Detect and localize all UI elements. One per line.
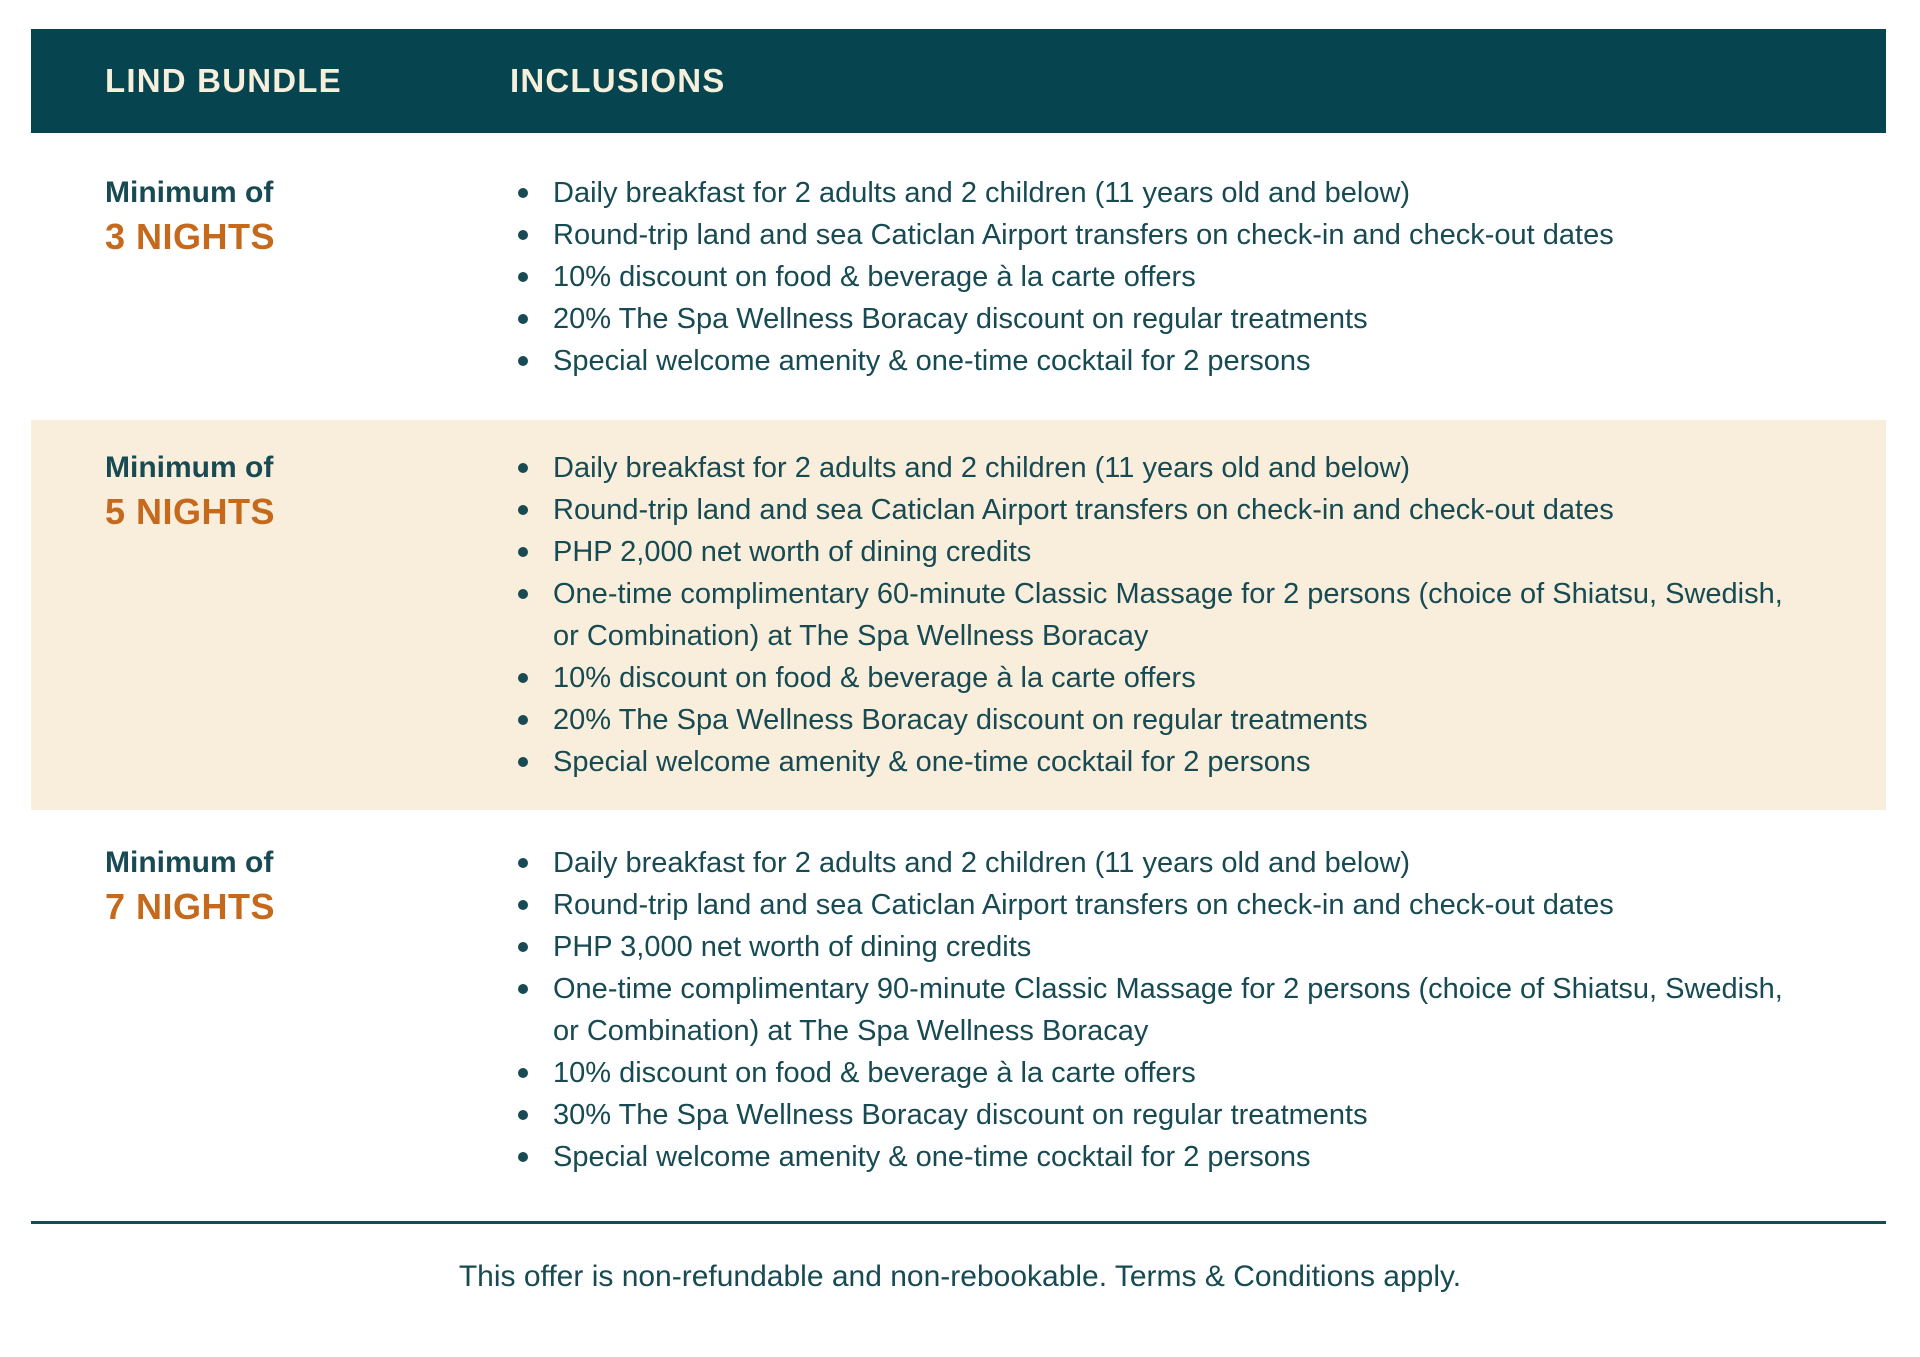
bundle-label xyxy=(31,842,510,1178)
inclusion-item: Round-trip land and sea Caticlan Airport transfers on check-in and check-out dates xyxy=(510,489,1816,531)
inclusion-item: Special welcome amenity & one-time cocktail for 2 persons xyxy=(510,1136,1816,1178)
inclusion-item: Daily breakfast for 2 adults and 2 children (11 years old and below) xyxy=(510,172,1816,214)
inclusion-item: One-time complimentary 90-minute Classic Massage for 2 persons (choice of Shiatsu, Swedish, or Combination) at The Spa Wellness Boracay xyxy=(510,968,1816,1052)
footer-divider xyxy=(31,1221,1886,1224)
inclusion-item: 20% The Spa Wellness Boracay discount on regular treatments xyxy=(510,699,1816,741)
inclusions-list xyxy=(510,172,1886,382)
bundle-prefix: Minimum of xyxy=(105,176,274,209)
inclusion-item: Daily breakfast for 2 adults and 2 children (11 years old and below) xyxy=(510,842,1816,884)
inclusion-item: Round-trip land and sea Caticlan Airport transfers on check-in and check-out dates xyxy=(510,884,1816,926)
bundle-table xyxy=(31,29,1886,1212)
column-header-lind-bundle: LIND BUNDLE xyxy=(105,62,342,99)
bundle-prefix: Minimum of xyxy=(105,846,274,879)
table-row-5-nights xyxy=(31,420,1886,810)
inclusion-item: PHP 3,000 net worth of dining credits xyxy=(510,926,1816,968)
inclusions-list xyxy=(510,842,1886,1178)
inclusion-item: 10% discount on food & beverage à la carte offers xyxy=(510,256,1816,298)
inclusion-item: 10% discount on food & beverage à la carte offers xyxy=(510,1052,1816,1094)
table-row-7-nights xyxy=(31,810,1886,1212)
inclusion-item: Daily breakfast for 2 adults and 2 children (11 years old and below) xyxy=(510,447,1816,489)
inclusion-item: PHP 2,000 net worth of dining credits xyxy=(510,531,1816,573)
inclusion-item: One-time complimentary 60-minute Classic Massage for 2 persons (choice of Shiatsu, Swedish, or Combination) at The Spa Wellness Boracay xyxy=(510,573,1816,657)
bundle-prefix: Minimum of xyxy=(105,451,274,484)
bundle-label xyxy=(31,447,510,783)
table-row-3-nights xyxy=(31,133,1886,420)
inclusion-item: 10% discount on food & beverage à la carte offers xyxy=(510,657,1816,699)
inclusion-item: Special welcome amenity & one-time cocktail for 2 persons xyxy=(510,340,1816,382)
bundle-nights: 5 NIGHTS xyxy=(105,491,276,532)
inclusion-item: Special welcome amenity & one-time cocktail for 2 persons xyxy=(510,741,1816,783)
table-header xyxy=(31,29,1886,133)
bundle-label xyxy=(31,172,510,382)
bundle-nights: 7 NIGHTS xyxy=(105,886,276,927)
inclusion-item: Round-trip land and sea Caticlan Airport transfers on check-in and check-out dates xyxy=(510,214,1816,256)
inclusion-item: 30% The Spa Wellness Boracay discount on regular treatments xyxy=(510,1094,1816,1136)
inclusions-list xyxy=(510,447,1886,783)
bundle-nights: 3 NIGHTS xyxy=(105,216,276,257)
inclusion-item: 20% The Spa Wellness Boracay discount on regular treatments xyxy=(510,298,1816,340)
column-header-inclusions: INCLUSIONS xyxy=(510,62,726,99)
footer-note: This offer is non-refundable and non-rebookable. Terms & Conditions apply. xyxy=(458,1260,1462,1293)
